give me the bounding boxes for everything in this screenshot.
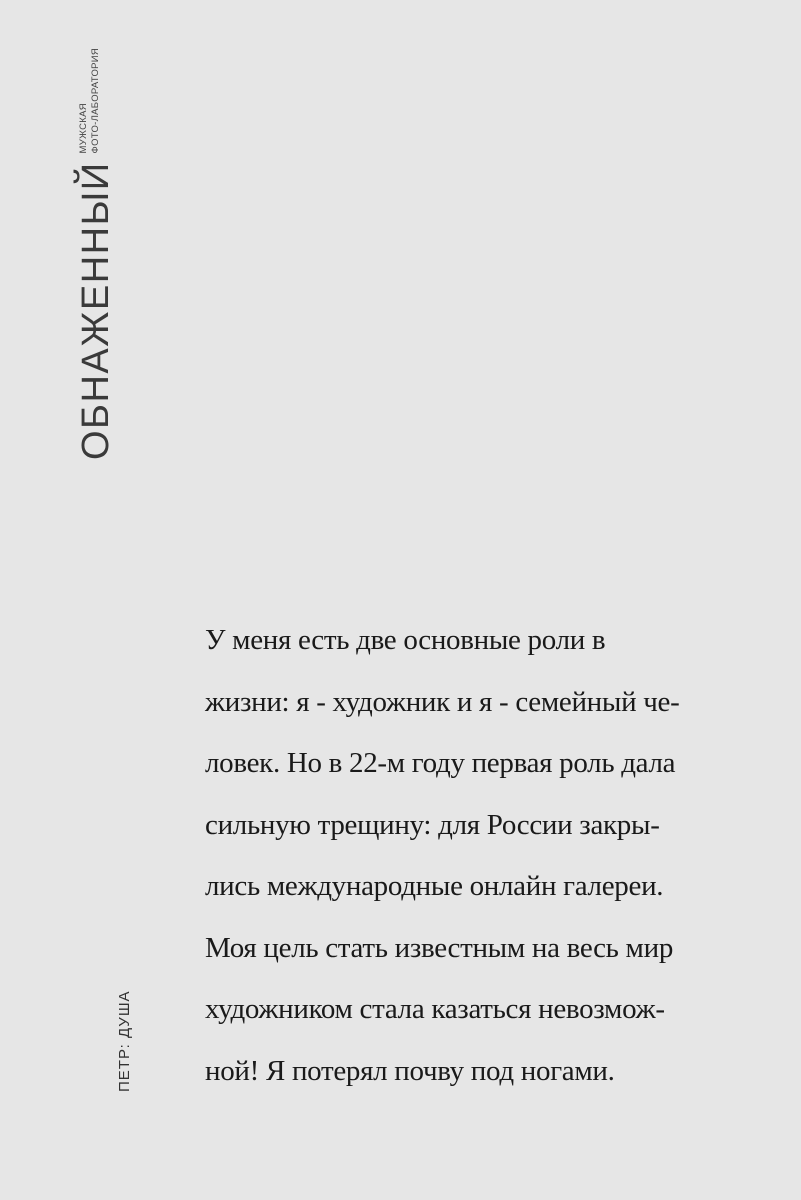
body-line: Моя цель стать известным на весь мир [205,931,674,964]
body-line: лись международные онлайн галереи. [205,870,664,902]
body-line: художником стала казаться невозмож- [205,993,665,1025]
body-line: сильную трещину: для России закры- [205,808,660,841]
brand-subtitle-line-1: МУЖСКАЯ [78,103,89,154]
brand-subtitle-line-2: ФОТО-ЛАБОРАТОРИЯ [90,47,101,154]
brand-subtitle [78,48,102,154]
body-line: У меня есть две основные роли в [205,624,606,656]
author-label: ПЕТР: ДУША [116,990,133,1092]
body-line: ной! Я потерял почву под ногами. [205,1054,615,1087]
body-paragraph [205,610,775,1102]
brand-logo [74,48,118,460]
brand-title: ОБНАЖЕННЫЙ [75,161,117,460]
body-line: ловек. Но в 22-м году первая роль дала [205,747,676,779]
body-line: жизни: я - художник и я - семейный че- [205,685,680,718]
